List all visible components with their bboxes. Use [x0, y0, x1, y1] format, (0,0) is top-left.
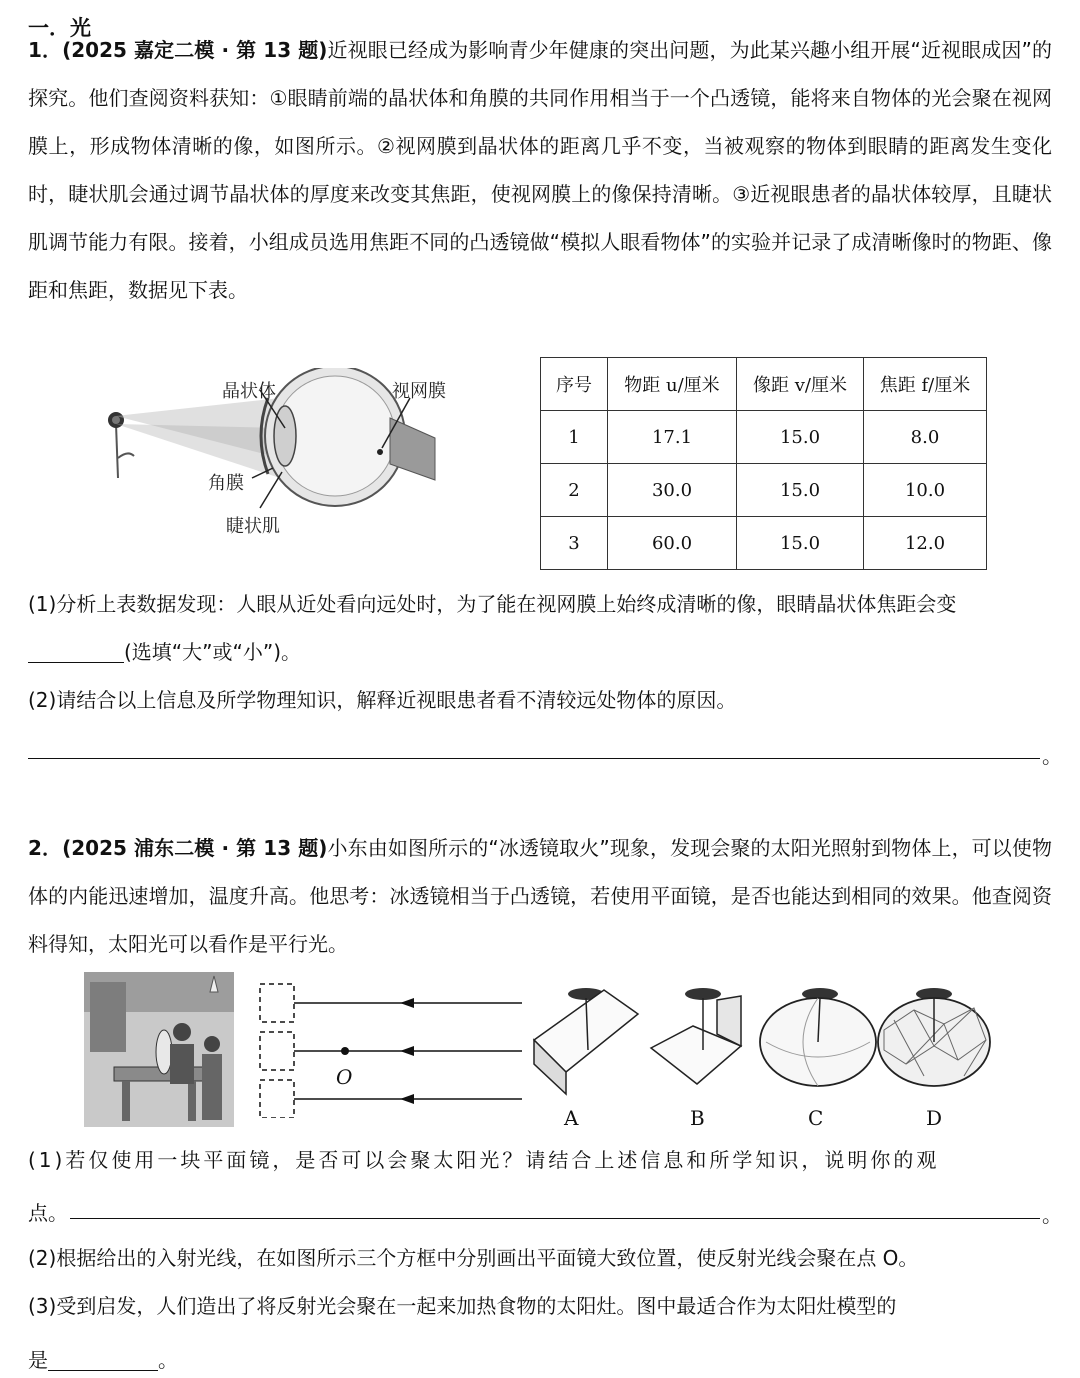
label-cornea: 角膜	[208, 473, 244, 494]
answer-line[interactable]	[70, 1218, 1040, 1219]
point-o	[341, 1047, 349, 1055]
table-cell: 1	[541, 411, 608, 464]
mirror-box[interactable]	[260, 1080, 294, 1118]
q2-sub1: (1)若仅使用一块平面镜，是否可以会聚太阳光？请结合上述信息和所学知识，说明你的观	[28, 1148, 940, 1172]
label-lens: 晶状体	[222, 381, 276, 402]
table-header: 焦距 f/厘米	[864, 358, 987, 411]
table-cell: 60.0	[608, 517, 737, 570]
point-o-label: O	[336, 1065, 353, 1089]
answer-blank[interactable]	[28, 638, 124, 663]
mirror-box[interactable]	[260, 984, 294, 1022]
q2-sub3-cont: 是	[28, 1348, 48, 1372]
q1-source: (2025 嘉定二模 · 第 13 题)	[62, 38, 328, 62]
option-c-figure	[760, 988, 876, 1086]
table-row	[541, 464, 987, 517]
q1-number: 1．	[28, 38, 63, 62]
q2-sub3-line	[28, 1344, 178, 1373]
table-cell: 15.0	[737, 464, 864, 517]
option-b-figure	[651, 988, 741, 1084]
end-mark: 。	[1042, 744, 1062, 768]
q1-stem: 近视眼已经成为影响青少年健康的突出问题，为此某兴趣小组开展“近视眼成因”的探究。他们查阅资料获知：①眼睛前端的晶状体和角膜的共同作用相当于一个凸透镜，能将来自物体的光会聚在视网膜上，形成物体清晰的像，如图所示。②视网膜到晶状体的距离几乎不变，当被观察的物体到眼睛的距离发生变化时，睫状肌会通过调节晶状体的厚度来改变其焦距，使视网膜上的像保持清晰。③近视眼患者的晶状体较厚，且睫状肌调节能力有限。接着，小组成员选用焦距不同的凸透镜做“模拟人眼看物体”的实验并记录了成清晰像时的物距、像距和焦距，数据见下表。	[28, 38, 1052, 302]
table-cell: 15.0	[737, 517, 864, 570]
q1-sub1	[28, 580, 1052, 676]
label-retina: 视网膜	[392, 381, 446, 402]
table-row	[541, 411, 987, 464]
q1-sub2: (2)请结合以上信息及所学物理知识，解释近视眼患者看不清较远处物体的原因。	[28, 688, 737, 712]
q2-stem-paragraph	[28, 824, 1052, 968]
q2-sub2: (2)根据给出的入射光线，在如图所示三个方框中分别画出平面镜大致位置，使反射光线会聚在点 O。	[28, 1246, 919, 1270]
table-header: 物距 u/厘米	[608, 358, 737, 411]
q2-sub3: (3)受到启发，人们造出了将反射光会聚在一起来加热食物的太阳灶。图中最适合作为太阳灶模型的	[28, 1294, 897, 1318]
option-d-label: D	[926, 1106, 943, 1130]
q2-number: 2．	[28, 836, 63, 860]
mirror-ray-diagram	[250, 978, 530, 1118]
table-cell: 17.1	[608, 411, 737, 464]
option-c-label: C	[808, 1106, 824, 1130]
answer-blank[interactable]	[48, 1346, 158, 1371]
mirror-box[interactable]	[260, 1032, 294, 1070]
table-cell: 10.0	[864, 464, 987, 517]
end-mark: 。	[158, 1348, 178, 1372]
q2-stem: 小东由如图所示的“冰透镜取火”现象，发现会聚的太阳光照射到物体上，可以使物体的内能迅速增加，温度升高。他思考：冰透镜相当于凸透镜，若使用平面镜，是否也能达到相同的效果。他查阅资料得知，太阳光可以看作是平行光。	[28, 836, 1052, 956]
table-cell: 8.0	[864, 411, 987, 464]
ice-lens-illustration	[84, 972, 234, 1127]
section-title: 一．光	[28, 16, 91, 40]
q1-stem-paragraph	[28, 26, 1052, 314]
data-table	[540, 357, 987, 570]
table-cell: 12.0	[864, 517, 987, 570]
label-ciliary: 睫状肌	[226, 516, 280, 537]
table-cell: 30.0	[608, 464, 737, 517]
table-cell: 15.0	[737, 411, 864, 464]
option-d-figure	[878, 988, 990, 1086]
table-cell: 2	[541, 464, 608, 517]
q2-sub1-cont: 点。	[28, 1201, 68, 1225]
end-mark: 。	[1042, 1203, 1062, 1227]
q1-sub1-text: (1)分析上表数据发现：人眼从近处看向远处时，为了能在视网膜上始终成清晰的像，眼睛晶状体焦距会变	[28, 592, 957, 616]
table-cell: 3	[541, 517, 608, 570]
flower-object	[108, 412, 134, 478]
option-b-label: B	[690, 1106, 705, 1130]
option-a-label: A	[564, 1106, 579, 1130]
q1-sub1-hint: (选填“大”或“小”)。	[124, 640, 302, 664]
table-header: 序号	[541, 358, 608, 411]
table-header: 像距 v/厘米	[737, 358, 864, 411]
option-a-figure	[534, 988, 638, 1094]
table-row	[541, 517, 987, 570]
solar-cooker-options	[526, 980, 996, 1100]
answer-line[interactable]	[28, 758, 1040, 759]
q2-source: (2025 浦东二模 · 第 13 题)	[62, 836, 328, 860]
